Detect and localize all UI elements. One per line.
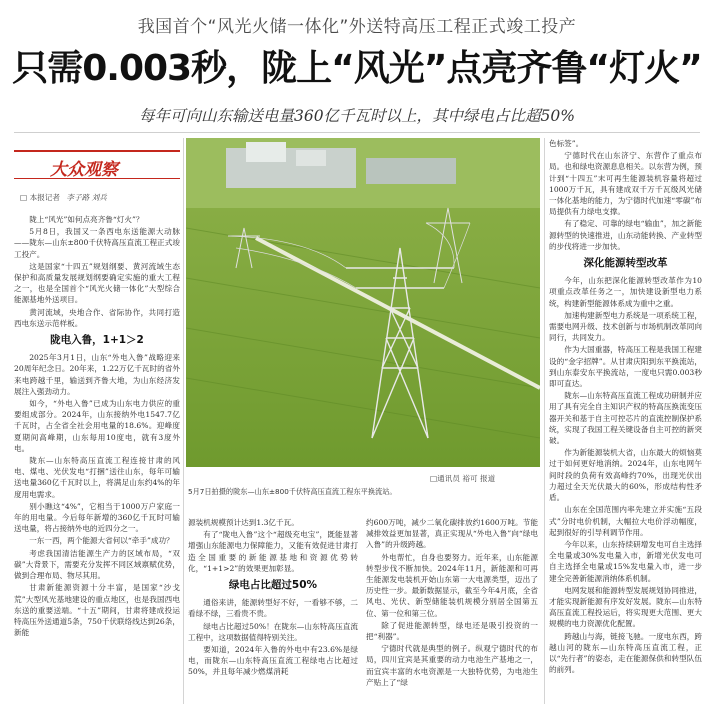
col4-p5: 加速构建新型电力系统是一项系统工程，需要电网升级、技术创新与市场机制改革同向同行，共同发力。 <box>549 310 702 343</box>
column-divider <box>183 138 184 704</box>
col4-subheading: 深化能源转型改革 <box>583 257 668 270</box>
col1-p11: 甘肃新能源资源十分丰富，是国家“沙戈荒”大型风光基地建设的重点地区，也是我国西电东送的重要送端。“十五”期间，甘肃将建成投运特高压外送通道5条，750千伏联络线达到26条，新能 <box>14 583 180 638</box>
col4-p2: 宁德时代在山东济宁、东营作了重点布局。也和绿电资源息息相关。以东营为例，预计到“十四五”末可再生能源装机容量将超过1000万千瓦，具有建成双千万千瓦级风光储一体化基地的能力，为宁德时代加速“零碳”布局提供有力绿电支撑。 <box>549 151 702 217</box>
column-4 <box>549 138 702 705</box>
col1-p10: 考虑我国清洁能源生产力的区域布局，“双碳”大背景下，需要充分发挥不同区域禀赋优势，做到合理布局、物尽其用。 <box>14 548 180 581</box>
col1-p1: 陇上“风光”如何点亮齐鲁“灯火”？ <box>29 215 144 224</box>
col1-subheading: 陇电入鲁，1+1＞2 <box>50 334 144 347</box>
col4-p6: 作为大国重器，特高压工程是我国工程建设的“金字招牌”。从甘肃庆阳到东平换流站，到山东泰安东平换流站，一度电只需0.003秒即可直达。 <box>549 345 702 389</box>
col4-p4: 今年，山东把深化能源转型改革作为10项重点改革任务之一，加快建设新型电力系统，构建新型能源体系成为重中之重。 <box>549 276 702 308</box>
column-2 <box>188 517 358 705</box>
col3-p3: 除了促进能源转型，绿电还是吸引投资的一把“利器”。 <box>366 620 538 642</box>
brand-logo <box>50 155 118 180</box>
photo-transmission-tower <box>186 138 540 467</box>
brand-logo-part2: 观察 <box>84 160 118 180</box>
col1-p8: 别小瞧这“4%”，它相当于1000万户家庭一年的用电量。今后每年新增的360亿千瓦时可输送电量，将占接纳外电的近四分之一。 <box>14 501 180 534</box>
col4-p9: 山东在全国范围内率先建立并实施“五段式”分时电价机制，大幅拉大电价浮动幅度，起到很好的引导利调节作用。 <box>549 505 702 537</box>
col1-p9: 一东一西，两个能源大省何以“牵手”成功？ <box>29 536 174 546</box>
col1-p4: 黄河流域，央地合作、省际协作，共同打造西电东送示范样板。 <box>14 307 180 328</box>
col1-p6: 如今，“外电入鲁”已成为山东电力供应的重要组成部分。2024年，山东接纳外电1547.7亿千瓦时，占全省全社会用电量的18.6%。迎峰度夏期间高峰期，山东每用10度电，就有3度外电。 <box>14 399 180 453</box>
column-1 <box>14 214 180 704</box>
col1-p3: 这是国家“十四五”规划纲要、黄河流域生态保护和高质量发展规划纲要确定实施的重大工程之一，也是全国首个“风光火储一体化”大型综合能源基地外送项目。 <box>14 261 180 305</box>
kicker: 我国首个“风光火储一体化”外送特高压工程正式竣工投产 <box>137 17 577 37</box>
col2-p2: 有了“陇电入鲁”这个“超级充电宝”，既能显著增强山东能源电力保障能力，又能有效促进甘肃打造全国重要的新能源基地和资源优势转化，“1+1>2”的效果更加彰显。 <box>188 530 358 573</box>
brand-logo-part1: 大众 <box>50 160 84 180</box>
col4-p10: 今年以来，山东持续研增发电可自主选择全电量或30%发电量入市，新增光伏发电可自主选择全电量或15%发电量入市，进一步建全完善新能源消纳体系机制。 <box>549 539 702 583</box>
col4-p1: 色标签”。 <box>549 139 584 148</box>
col2-p1: 源装机规模预计达到1.3亿千瓦。 <box>188 518 299 527</box>
header-rule <box>14 132 700 133</box>
subhead: 每年可向山东输送电量360亿千瓦时以上，其中绿电占比超50% <box>138 107 576 125</box>
col4-p12: 跨越山与海，链接飞驰。一度电东西，跨越山河的陇东—山东特高压直流工程，正以“先行者”的姿态，走在能源保供和转型队伍的前列。 <box>549 631 702 675</box>
column-divider <box>544 138 545 704</box>
col2-p5: 要知道，2024年入鲁的外电中有23.6%是绿电，而陇东—山东特高压直流工程绿电占比超过50%，并且每年减少燃煤消耗 <box>188 645 358 677</box>
col4-p8: 作为新能源装机大省，山东最大的烦恼莫过于如何更好地消纳。2024年，山东电网午间时段的负荷有效高峰约70%，出现光伏出力超过全天光伏最大的60%，形成结构性矛盾。 <box>549 448 702 503</box>
byline-names: 李子路 刘兵 <box>66 193 107 202</box>
byline-square-icon: □ <box>20 193 28 202</box>
col2-subheading: 绿电占比超过50% <box>228 579 318 592</box>
col2-p3: 通俗来讲，能源转型好不好，一看够不够，二看绿不绿，三看贵不贵。 <box>188 598 358 619</box>
byline <box>20 192 180 203</box>
col1-p5: 2025年3月1日，山东“外电入鲁”战略迎来20周年纪念日。20年来，1.22万亿千瓦时的省外来电跨越千里，输送到齐鲁大地，为山东经济发展注入强劲动力。 <box>14 353 180 396</box>
col3-p2: 外电帮忙，自身也要努力。近年来，山东能源转型步伐不断加快。2024年11月，新能源和可再生能源发电装机开始山东第一大电源类型，迈出了历史性一步。最新数据显示，截至今年4月底，全省风电、光伏、新型储能装机规模分别居全国第五位、第一位和第三位。 <box>366 552 538 618</box>
col4-p7: 陇东—山东特高压直流工程成功研制并应用了具有完全自主知识产权的特高压换流变压器开关和基于自主可控芯片的直流控制保护系统，实现了我国工程关键设备自主可控的新突破。 <box>549 391 702 446</box>
col4-p3: 有了稳定、可靠的绿电“输血”，加之新能源转型的快速推进，山东动能转换、产业转型的步伐将进一步加快。 <box>549 219 702 251</box>
col1-p2: 5月8日，我国又一条西电东送能源大动脉——陇东—山东±800千伏特高压直流工程正式竣工投产。 <box>14 227 180 259</box>
col3-p4: 宁德时代就是典型的例子。纵观宁德时代的布局，四川宜宾是其重要的动力电池生产基地之一，而宜宾丰富的水电资源是一大独特优势，为电池生产贴上了“绿 <box>366 644 538 687</box>
col3-p1: 约600万吨，减少二氧化碳排放约1600万吨。节能减排效益更加显著，真正实现从“外电入鲁”向“绿电入鲁”的升级跨越。 <box>366 518 538 550</box>
column-3 <box>366 517 538 705</box>
col4-p11: 电网发展和能源转型发展规划协同推进，才能实现新能源有序发好发展。陇东—山东特高压直流工程投运后，将实现更大范围、更大规模的电力资源优化配置。 <box>549 585 702 629</box>
photo-caption: 5月7日拍摄的陇东—山东±800千伏特高压直流工程东平换流站。 <box>188 487 397 496</box>
col2-p4: 绿电占比超过50%！在陇东—山东特高压直流工程中，这项数据值得特别关注。 <box>188 621 358 642</box>
headline: 只需0.003秒，陇上“风光”点亮齐鲁“灯火” <box>12 48 702 89</box>
byline-label: 本报记者 <box>29 193 60 202</box>
photo-credit: □通讯员 裕可 报道 <box>430 474 496 483</box>
col1-p7: 陇东—山东特高压直流工程连接甘肃的风电、煤电、光伏发电“打捆”送往山东，每年可输送电量360亿千瓦时以上，将满足山东约4%的年度用电需求。 <box>14 456 180 499</box>
brand-banner <box>14 150 180 179</box>
